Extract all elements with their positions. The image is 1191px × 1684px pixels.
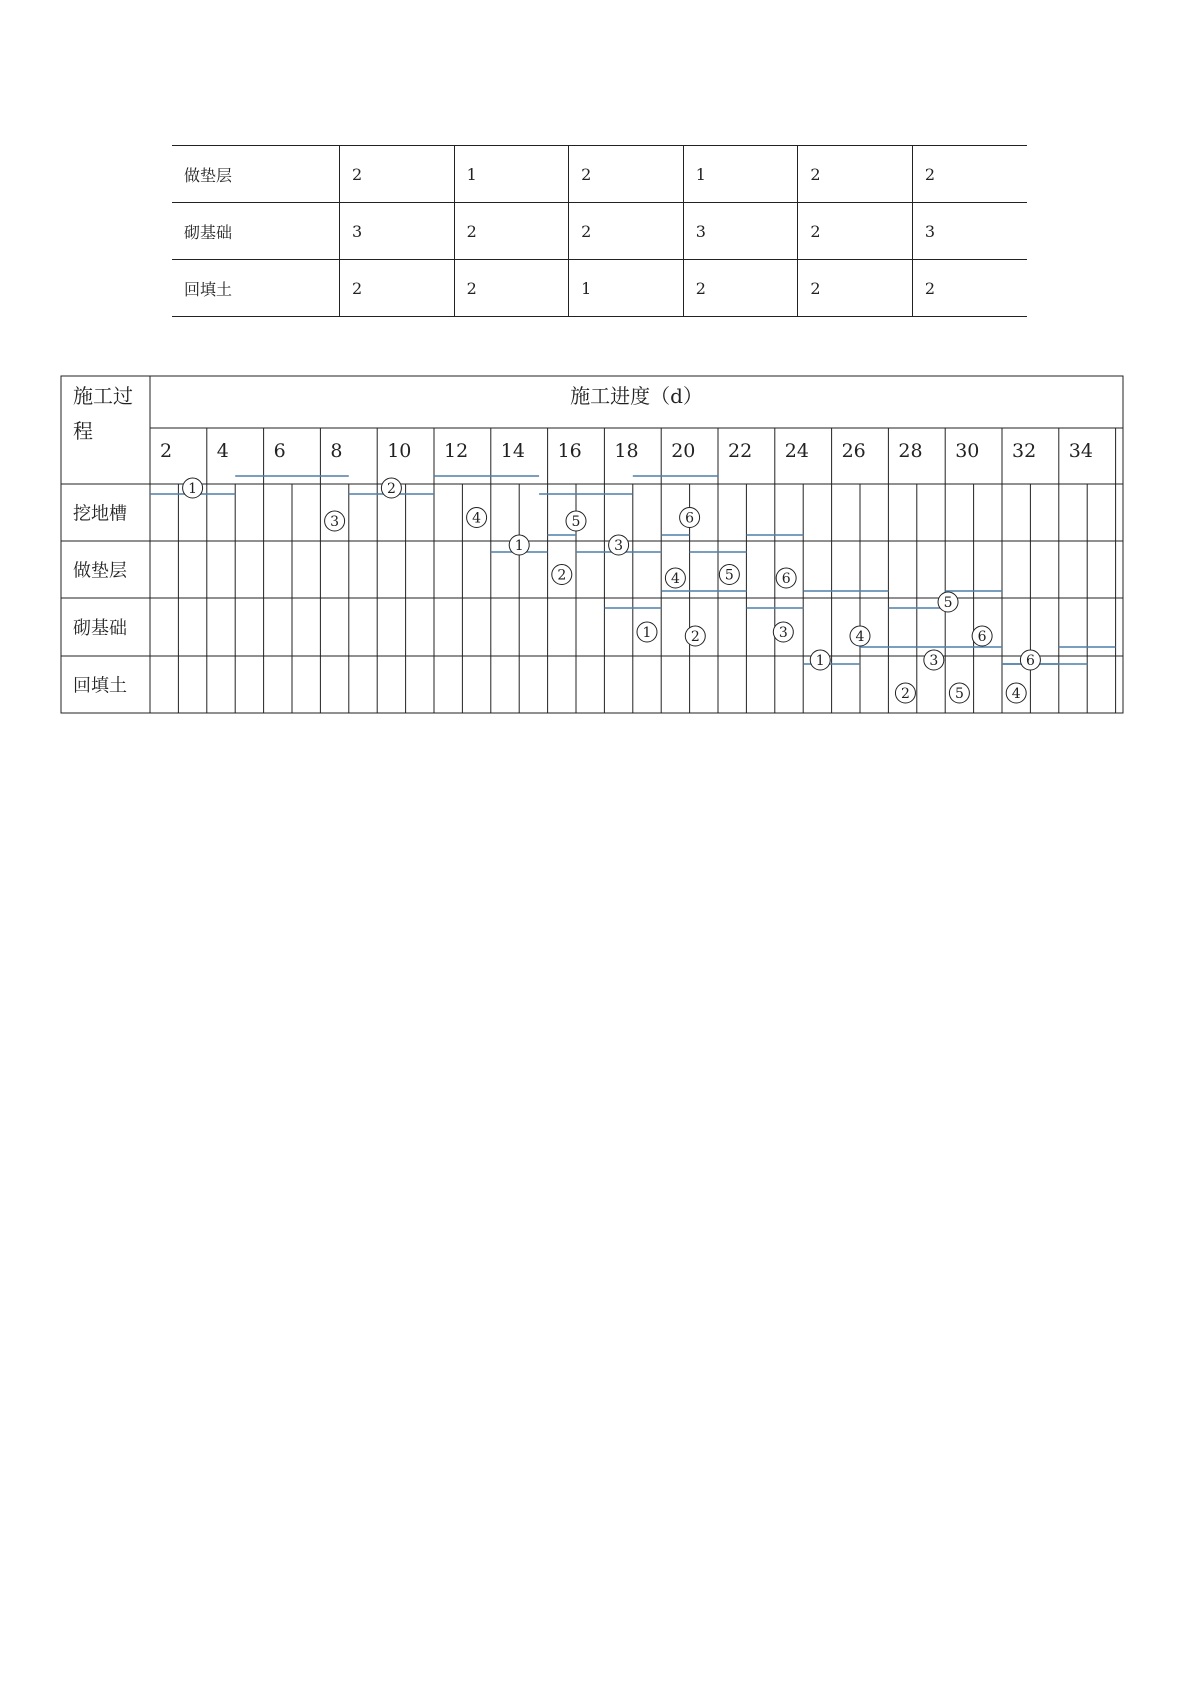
chart-border (61, 376, 1123, 713)
section-number: 6 (1025, 653, 1035, 669)
duration-cell: 2 (454, 260, 569, 317)
duration-cell: 2 (798, 203, 913, 260)
section-number: 6 (685, 510, 695, 527)
duration-cell: 2 (569, 146, 684, 203)
section-number: 4 (670, 571, 680, 587)
section-number: 3 (330, 514, 340, 530)
section-number: 2 (690, 629, 700, 645)
day-label: 26 (841, 440, 866, 462)
section-number: 5 (724, 567, 734, 584)
section-number: 5 (571, 514, 581, 530)
day-label: 10 (387, 440, 412, 462)
day-label: 2 (160, 440, 173, 462)
day-label: 14 (500, 440, 525, 462)
day-label: 18 (614, 440, 639, 462)
day-label: 8 (330, 440, 343, 462)
duration-cell: 2 (569, 203, 684, 260)
duration-cell: 3 (340, 203, 455, 260)
duration-cell: 2 (454, 203, 569, 260)
day-label: 34 (1068, 440, 1093, 462)
section-number: 1 (642, 625, 652, 641)
day-label: 22 (728, 440, 753, 462)
duration-cell: 2 (340, 260, 455, 317)
process-name-cell: 砌基础 (172, 203, 340, 260)
section-number: 6 (977, 629, 987, 645)
section-number: 2 (900, 686, 910, 702)
duration-cell: 1 (454, 146, 569, 203)
day-label: 32 (1012, 440, 1037, 462)
duration-cell: 2 (798, 260, 913, 317)
duration-cell: 2 (683, 260, 798, 317)
process-label: 砌基础 (73, 618, 127, 639)
day-label: 12 (444, 440, 469, 462)
section-number: 6 (781, 571, 791, 587)
day-label: 4 (216, 440, 229, 462)
process-header: 程 (73, 419, 93, 443)
day-label: 16 (557, 440, 582, 462)
process-name-cell: 做垫层 (172, 146, 340, 203)
duration-cell: 2 (798, 146, 913, 203)
section-number: 2 (557, 567, 567, 584)
duration-cell: 3 (683, 203, 798, 260)
section-number: 5 (943, 595, 953, 611)
section-number: 1 (815, 653, 825, 669)
section-number: 2 (386, 481, 396, 497)
duration-cell: 2 (912, 260, 1027, 317)
day-label: 30 (955, 440, 980, 462)
day-label: 20 (671, 440, 696, 462)
process-header: 施工过 (73, 384, 133, 408)
process-label: 做垫层 (73, 560, 127, 582)
section-number: 5 (954, 686, 964, 702)
day-label: 6 (273, 440, 286, 462)
duration-cell: 2 (912, 146, 1027, 203)
section-number: 3 (614, 538, 624, 554)
duration-cell: 2 (340, 146, 455, 203)
day-label: 28 (898, 440, 923, 462)
process-label: 回填土 (73, 675, 127, 697)
process-name-cell: 回填土 (172, 260, 340, 317)
day-label: 24 (784, 440, 809, 462)
duration-cell: 3 (912, 203, 1027, 260)
section-number: 4 (1011, 686, 1021, 702)
section-number: 3 (778, 625, 788, 641)
progress-header: 施工进度（d） (570, 384, 703, 408)
duration-cell: 1 (683, 146, 798, 203)
duration-cell: 1 (569, 260, 684, 317)
section-number: 3 (929, 653, 939, 669)
section-number: 1 (188, 481, 198, 497)
section-number: 1 (514, 538, 524, 554)
section-number: 4 (472, 510, 482, 527)
section-number: 4 (855, 629, 865, 645)
process-label: 挖地槽 (73, 503, 127, 525)
